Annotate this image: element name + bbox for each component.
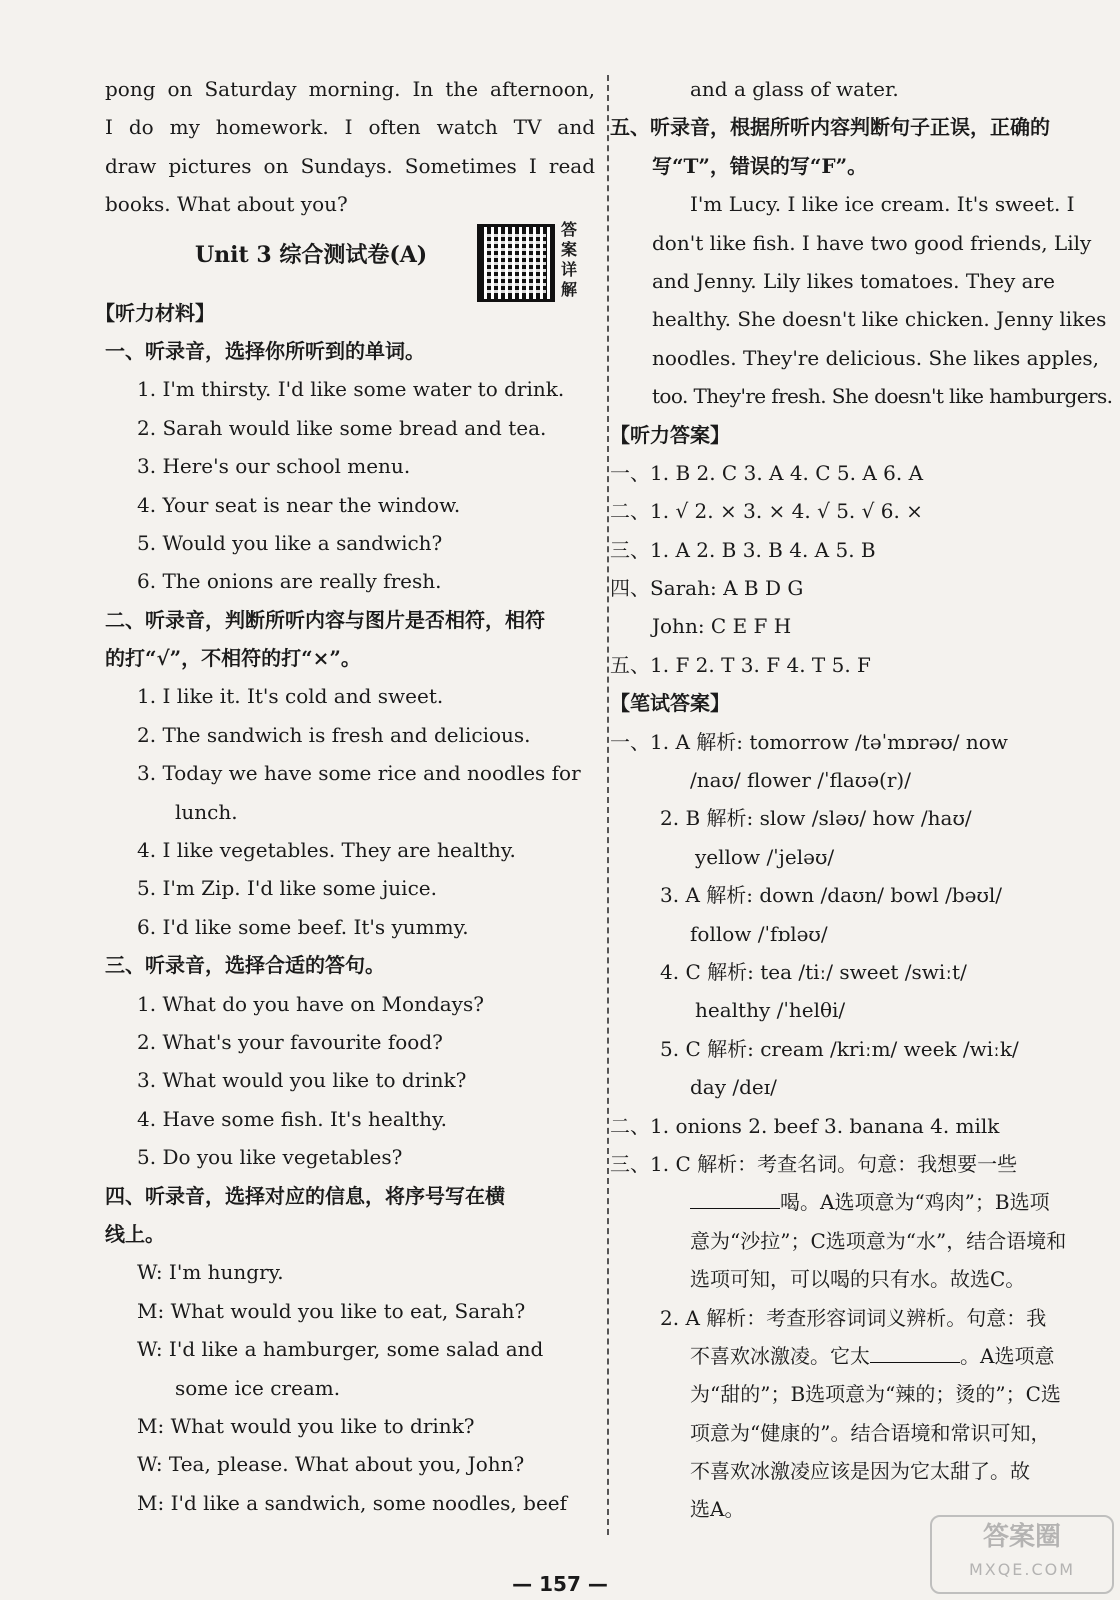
- analysis-line: [620, 1337, 1120, 1375]
- sec2-item: 1. I like it. It's cold and sweet.: [137, 684, 444, 709]
- analysis-line: 2. A 解析：考查形容词词义辨析。句意：我: [660, 1305, 1047, 1330]
- written-answer: 5. C 解析: cream /kriːm/ week /wiːk/: [660, 1036, 1019, 1061]
- watermark-logo: [930, 1515, 1114, 1594]
- written-answer: 3. A 解析: down /daʊn/ bowl /bəʊl/: [660, 883, 1003, 908]
- sec1-item: 3. Here's our school menu.: [137, 454, 411, 479]
- sec3-item: 2. What's your favourite food?: [137, 1029, 443, 1054]
- sec1-item: 2. Sarah would like some bread and tea.: [137, 415, 547, 440]
- intro-line: pong on Saturday morning. In the afternoon,: [105, 77, 595, 101]
- listening-answer: John: C E F H: [652, 614, 792, 639]
- sec3-item: 5. Do you like vegetables?: [137, 1145, 403, 1170]
- passage-line: too. They're fresh. She doesn't like hamburgers.: [652, 384, 1113, 409]
- dialog-line: W: I'd like a hamburger, some salad and: [137, 1337, 544, 1362]
- written-answer: 一、1. A 解析: tomorrow /təˈmɒrəʊ/ now: [610, 729, 1008, 754]
- listening-answer: 五、1. F 2. T 3. F 4. T 5. F: [610, 652, 871, 677]
- right-column: [610, 70, 1120, 1529]
- sec2-item: 2. The sandwich is fresh and delicious.: [137, 722, 531, 747]
- watermark-url: MXQE.COM: [968, 1560, 1076, 1579]
- answer-blank: [690, 1188, 780, 1209]
- intro-line: I do my homework. I often watch TV and: [105, 115, 595, 140]
- written-answer-title: 【笔试答案】: [610, 691, 730, 716]
- analysis-line: [620, 1183, 1120, 1221]
- section-5-title: 五、听录音，根据所听内容判断句子正误，正确的: [610, 115, 1050, 140]
- dialog-line: M: What would you like to eat, Sarah?: [137, 1298, 526, 1323]
- unit-title-block: [105, 219, 595, 299]
- section-5-title-cont: 写“T”，错误的写“F”。: [652, 153, 868, 178]
- analysis-line: 意为“沙拉”；C选项意为“水”，结合语境和: [690, 1228, 1067, 1253]
- qr-label: 答案详解: [561, 219, 578, 299]
- sec1-item: 1. I'm thirsty. I'd like some water to drink.: [137, 377, 565, 402]
- listening-material-title: 【听力材料】: [95, 300, 215, 325]
- section-2-title-cont: 的打“√”，不相符的打“×”。: [105, 646, 361, 671]
- intro-line: draw pictures on Sundays. Sometimes I read: [105, 153, 595, 178]
- sec3-item: 4. Have some fish. It's healthy.: [137, 1106, 447, 1131]
- written-answer: 2. B 解析: slow /sləʊ/ how /haʊ/: [660, 806, 972, 831]
- vocab-answers: 二、1. onions 2. beef 3. banana 4. milk: [610, 1113, 1000, 1138]
- analysis-line: 项意为“健康的”。结合语境和常识可知，: [690, 1420, 1051, 1445]
- listening-answer-title: 【听力答案】: [610, 422, 730, 447]
- passage-line: and Jenny. Lily likes tomatoes. They are: [652, 268, 1055, 293]
- section-1-title: 一、听录音，选择你所听到的单词。: [105, 338, 425, 363]
- dialog-line: W: I'm hungry.: [137, 1260, 284, 1285]
- section-4-title: 四、听录音，选择对应的信息，将序号写在横: [105, 1183, 505, 1208]
- analysis-line: 不喜欢冰激凌应该是因为它太甜了。故: [690, 1459, 1030, 1484]
- analysis-text: 不喜欢冰激凌。它太: [690, 1343, 870, 1368]
- sec2-item: 4. I like vegetables. They are healthy.: [137, 838, 516, 863]
- column-divider: [607, 75, 609, 1535]
- dialog-line: M: What would you like to drink?: [137, 1413, 475, 1438]
- written-answer: healthy /ˈhelθi/: [695, 998, 846, 1023]
- listening-answer: 一、1. B 2. C 3. A 4. C 5. A 6. A: [610, 460, 924, 485]
- sec3-item: 3. What would you like to drink?: [137, 1068, 467, 1093]
- written-answer: follow /ˈfɒləʊ/: [690, 921, 828, 946]
- dialog-line-cont: some ice cream.: [175, 1375, 341, 1400]
- passage-line: healthy. She doesn't like chicken. Jenny likes: [652, 307, 1107, 332]
- unit-title: Unit 3 综合测试卷(A): [195, 241, 428, 268]
- written-answer: day /deɪ/: [690, 1075, 777, 1100]
- sec2-item: 5. I'm Zip. I'd like some juice.: [137, 876, 437, 901]
- page-number: — 157 —: [512, 1572, 608, 1596]
- analysis-line: 选项可知，可以喝的只有水。故选C。: [690, 1267, 1026, 1292]
- watermark-text: 答案圈: [982, 1522, 1061, 1552]
- section-2-title: 二、听录音，判断所听内容与图片是否相符，相符: [105, 607, 545, 632]
- sec1-item: 4. Your seat is near the window.: [137, 492, 461, 517]
- analysis-text: 。A选项意: [960, 1343, 1055, 1368]
- passage-line: I'm Lucy. I like ice cream. It's sweet. I: [690, 192, 1075, 217]
- analysis-line: 三、1. C 解析：考查名词。句意：我想要一些: [610, 1151, 1018, 1176]
- sec1-item: 6. The onions are really fresh.: [137, 569, 442, 594]
- written-answer: yellow /ˈjeləʊ/: [695, 844, 835, 869]
- written-answer: 4. C 解析: tea /tiː/ sweet /swiːt/: [660, 959, 967, 984]
- intro-line: books. What about you?: [105, 192, 348, 217]
- dialog-line: M: I'd like a sandwich, some noodles, beef: [137, 1490, 568, 1515]
- sec3-item: 1. What do you have on Mondays?: [137, 991, 484, 1016]
- listening-answer: 三、1. A 2. B 3. B 4. A 5. B: [610, 537, 876, 562]
- answer-blank: [870, 1342, 960, 1363]
- sec2-item-cont: lunch.: [175, 799, 238, 824]
- sec2-item: 6. I'd like some beef. It's yummy.: [137, 914, 469, 939]
- passage-line: noodles. They're delicious. She likes apples,: [652, 345, 1100, 370]
- analysis-line: 选A。: [690, 1497, 745, 1522]
- analysis-text: 喝。A选项意为“鸡肉”；B选项: [780, 1190, 1050, 1215]
- listening-answer: 四、Sarah: A B D G: [610, 576, 804, 601]
- sec2-item: 3. Today we have some rice and noodles for: [137, 761, 581, 786]
- listening-answer: 二、1. √ 2. × 3. × 4. √ 5. √ 6. ×: [610, 499, 923, 524]
- written-answer: /naʊ/ flower /ˈflaʊə(r)/: [690, 768, 911, 793]
- dialog-line-cont: and a glass of water.: [690, 77, 899, 101]
- left-column: [95, 70, 595, 1522]
- section-4-title-cont: 线上。: [105, 1221, 165, 1246]
- passage-line: don't like fish. I have two good friends, Lily: [652, 230, 1092, 255]
- analysis-line: 为“甜的”；B选项意为“辣的；烫的”；C选: [690, 1382, 1061, 1407]
- dialog-line: W: Tea, please. What about you, John?: [137, 1452, 525, 1477]
- sec1-item: 5. Would you like a sandwich?: [137, 530, 443, 555]
- section-3-title: 三、听录音，选择合适的答句。: [105, 953, 385, 978]
- qr-code-icon[interactable]: [477, 224, 555, 302]
